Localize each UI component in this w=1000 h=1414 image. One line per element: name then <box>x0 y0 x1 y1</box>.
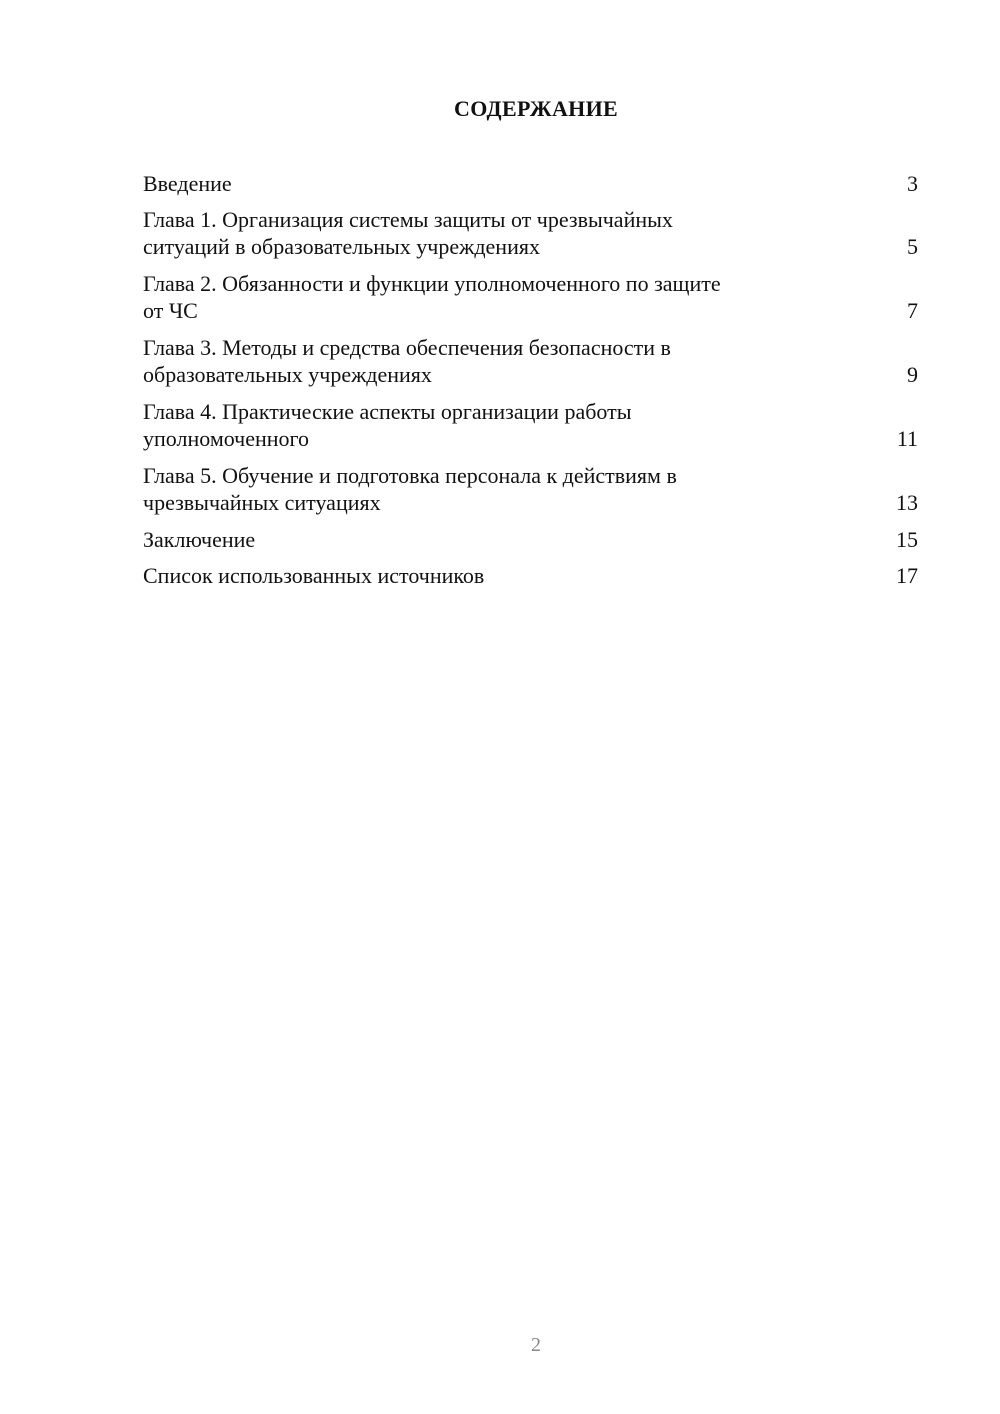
toc-entry-page: 5 <box>907 234 918 259</box>
toc-entry-page: 11 <box>896 426 918 451</box>
table-of-contents <box>143 170 918 598</box>
toc-entry-chapter-3[interactable] <box>143 334 918 388</box>
toc-entry-text: Глава 5. Обучение и подготовка персонала к действиям в чрезвычайных ситуациях <box>143 463 677 515</box>
toc-entry-page: 3 <box>907 171 918 196</box>
toc-entry-page: 13 <box>896 490 918 515</box>
toc-entry-text: Глава 3. Методы и средства обеспечения безопасности в образовательных учреждениях <box>143 335 671 387</box>
toc-entry-chapter-1[interactable] <box>143 206 918 260</box>
toc-entry-chapter-5[interactable] <box>143 462 918 516</box>
toc-entry-chapter-2[interactable] <box>143 270 918 324</box>
toc-entry-text: Список использованных источников <box>143 563 485 588</box>
toc-entry-text: Введение <box>143 171 232 196</box>
toc-entry-text: Глава 1. Организация системы защиты от чрезвычайных ситуаций в образовательных учреждениях <box>143 207 673 259</box>
toc-entry-text: Глава 4. Практические аспекты организации работы уполномоченного <box>143 399 632 451</box>
toc-entry-references[interactable] <box>143 562 918 589</box>
toc-entry-text: Глава 2. Обязанности и функции уполномоченного по защите от ЧС <box>143 271 721 323</box>
toc-entry-page: 9 <box>907 362 918 387</box>
toc-entry-conclusion[interactable] <box>143 526 918 553</box>
toc-entry-introduction[interactable] <box>143 170 918 197</box>
toc-entry-text: Заключение <box>143 527 256 552</box>
toc-title: СОДЕРЖАНИЕ <box>454 96 618 121</box>
page-number: 2 <box>531 1334 541 1356</box>
toc-entry-page: 17 <box>896 563 918 588</box>
toc-entry-page: 15 <box>896 527 918 552</box>
toc-entry-page: 7 <box>907 298 918 323</box>
toc-entry-chapter-4[interactable] <box>143 398 918 452</box>
